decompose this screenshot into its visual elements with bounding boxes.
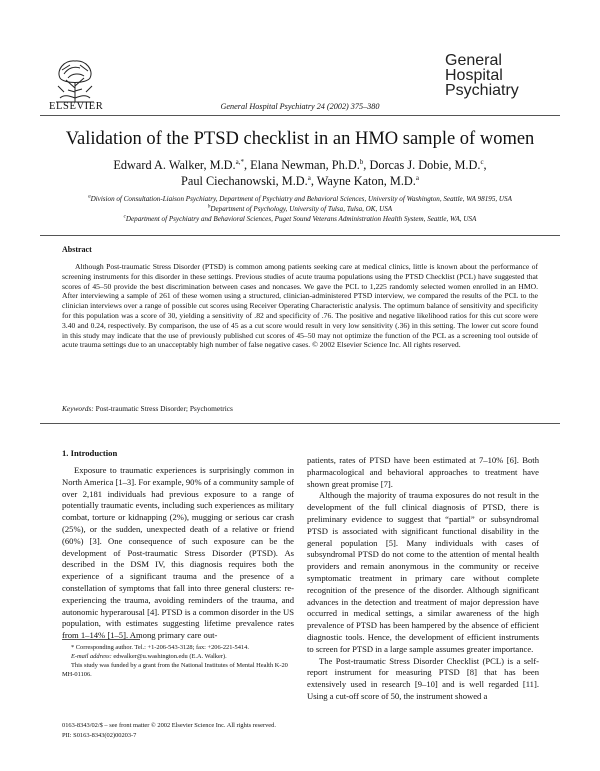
section-heading-introduction: 1. Introduction	[62, 448, 118, 458]
abstract-body: Although Post-traumatic Stress Disorder (PTSD) is common among patients seeking care at medical clinics, little is known about the performance of screening instruments for this disorder in these settings. Previous studies of acute trauma populations using the PTSD Checklist (PCL) have suggested that scores of 45–50 provide the best discrimination between cases and noncases. We gave the PCL to 1,225 randomly selected women enrolled in an HMO. After interviewing a sample of 261 of these women using a structured, clinician-administered PTSD interview, we compared the results of the PCL to the clinician interviews over a range of possible cut scores using Receiver Operating Characteristic analysis. The optimum balance of sensitivity and specificity for this population was a score of 30, yielding a sensitivity of .82 and specificity of .76. The positive and negative likelihood ratios for this cut score were 3.40 and 0.24, respectively. By comparison, the use of 45 as a cut score would result in very low sensitivity (.36) in this setting. The lower cut score found in this study may indicate that the use of previously published cut scores of 45–50 may not optimize the function of the PCL as a screening tool outside of acute trauma settings due to an unacceptably high number of false negative cases. © 2002 Elsevier Science Inc. All rights reserved.	[62, 262, 538, 350]
paragraph: Although the majority of trauma exposures do not result in the development of the full clinical diagnosis of PTSD, there is preliminary evidence to suggest that “partial” or subsyndromal PTSD is associated with significant functional disability in the general population [5]. Many individuals with cases of subsyndromal PTSD do not come to the attention of mental health providers and remain anonymous in the community or receive symptomatic treatment in primary care without complete recognition of the presence of the disorder. Although significant advances in the detection and treatment of major depression have occurred in medical settings, a similar awareness of the high prevalence of PTSD has been hampered by the absence of efficient diagnostic tools. Hence, the development of efficient instruments to screen for PTSD in a large sample assumes greater importance.	[307, 490, 539, 654]
author-affiliation-marker: c	[480, 157, 484, 166]
affiliation: $^b$Department of Psychology, University of Tulsa, Tulsa, OK, USA	[207, 204, 393, 213]
author-affiliation-marker: a,*	[235, 157, 244, 166]
paragraph: Exposure to traumatic experiences is surprisingly common in North America [1–3]. For example, 90% of a community sample of over 2,181 individuals had previous exposure to a range of potentially traumatic events, including such experiences as military combat, torture or kidnapping (2%), mugging or serious car crash (25%), or the sudden, unexpected death of a relative or friend (60%) [3]. One consequence of such exposure can be the development of Post-traumatic Stress Disorder (PTSD). As described in the DSM IV, this diagnosis requires both the experience of a significant trauma and the presence of a constellation of symptoms that fall into three general clusters: re-experiencing the trauma, avoiding reminders of the trauma, and autonomic hyperarousal [4]. PTSD is a common disorder in the US population, with estimates suggesting lifetime prevalence rates from 1–14% [1–5]. Among primary care out-	[62, 465, 294, 641]
abstract-bottom-rule	[40, 423, 560, 424]
abstract-heading: Abstract	[62, 245, 92, 254]
journal-brand-logo	[445, 53, 555, 98]
affiliation: $^a$Division of Consultation-Liaison Psychiatry, Department of Psychiatry and Behavioral Sciences, University of Washington, Seattle, WA 98195, USA	[88, 194, 512, 203]
header-rule	[40, 115, 560, 116]
author-affiliation-marker: a	[415, 173, 419, 182]
author-name: Dorcas J. Dobie, M.D.	[369, 158, 481, 172]
issn-copyright: 0163-8343/02/$ – see front matter © 2002 Elsevier Science Inc. All rights reserved.	[62, 722, 276, 729]
abstract-top-rule	[40, 235, 560, 236]
pii: PII: S0163-8343(02)00203-7	[62, 731, 137, 739]
copyright-notes	[62, 721, 276, 740]
keywords	[62, 404, 233, 413]
paragraph: patients, rates of PTSD have been estimated at 7–10% [6]. Both pharmacological and behavioral approaches to treatment have shown great promise [7].	[307, 455, 539, 489]
author-name: Edward A. Walker, M.D.	[113, 158, 236, 172]
author-affiliation-marker: a	[307, 173, 311, 182]
footnotes	[62, 643, 294, 679]
paragraph: The Post-traumatic Stress Disorder Checklist (PCL) is a self-report instrument for measuring PTSD [8] that has been extensively used in research [9–10] and is well regarded [11]. Using a cut-off score of 50, the instrument showed a	[307, 655, 539, 701]
elsevier-tree-logo	[50, 56, 100, 106]
right-column	[307, 455, 539, 703]
journal-brand-line: Hospital	[445, 67, 503, 84]
article-title: Validation of the PTSD checklist in an HMO sample of women	[65, 129, 535, 149]
keywords-label: Keywords:	[62, 404, 94, 413]
footnote-email: E-mail address: edwalker@u.washington.edu (E.A. Walker).	[71, 653, 227, 660]
affiliation: $^c$Department of Psychiatry and Behavioral Sciences, Puget Sound Veterans Administration Health System, Seattle, WA, USA	[123, 214, 477, 223]
journal-citation: General Hospital Psychiatry 24 (2002) 375–380	[220, 102, 380, 111]
author-name: Paul Ciechanowski, M.D.	[181, 174, 308, 188]
author-affiliation-marker: b	[359, 157, 364, 166]
footnote-funding: This study was funded by a grant from the National Institutes of Mental Health K-20 MH-01106.	[62, 662, 288, 678]
footnote-rule	[62, 639, 140, 640]
footnote-corresponding-author: * Corresponding author. Tel.: +1-206-543-3128; fax: +206-221-5414.	[71, 644, 249, 651]
affiliations	[0, 194, 600, 224]
publisher-name: ELSEVIER	[49, 101, 104, 112]
journal-brand-line: Psychiatry	[445, 82, 519, 99]
author-list: Edward A. Walker, M.D.$^{a,*}$, Elana Newman, Ph.D.$^b$, Dorcas J. Dobie, M.D.$^c$, Paul Ciechanowski, M.D.$^a$, Wayne Katon, M.D.$^a$	[113, 157, 487, 188]
author-name: Elana Newman, Ph.D.	[250, 158, 360, 172]
left-column	[62, 465, 294, 642]
journal-brand-line: General	[445, 52, 502, 69]
keywords-text: Post-traumatic Stress Disorder; Psychometrics	[95, 404, 233, 413]
author-name: Wayne Katon, M.D.	[316, 174, 416, 188]
